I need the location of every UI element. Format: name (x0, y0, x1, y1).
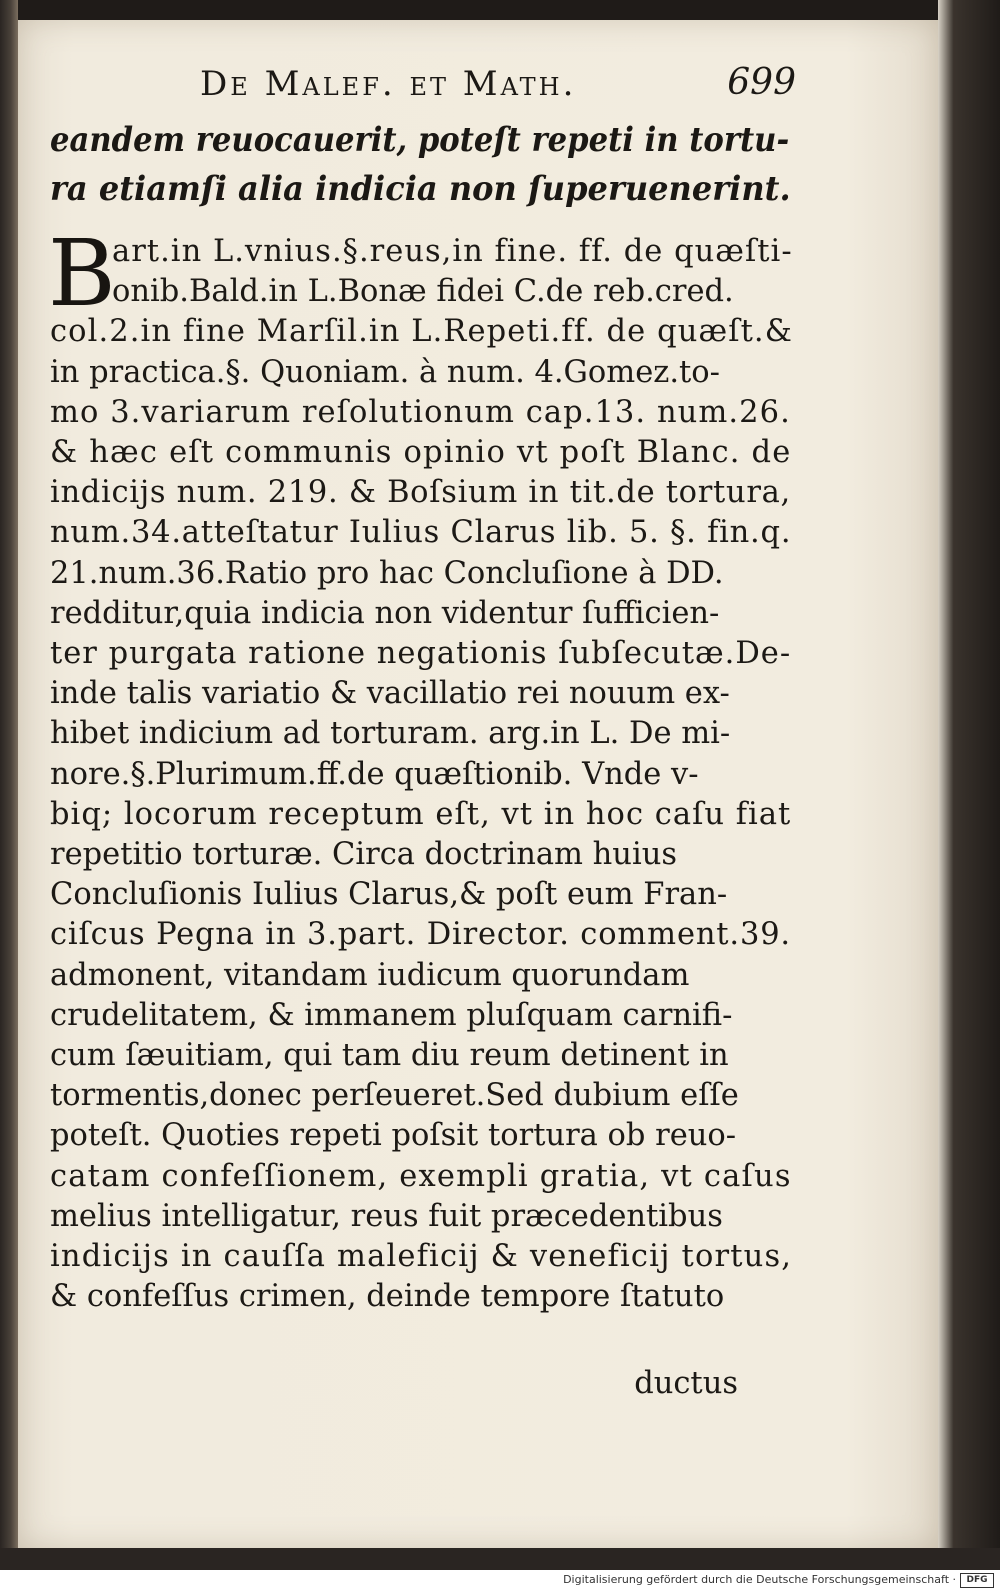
body-line: in practica.§. Quoniam. à num. 4.Gomez.to- (50, 354, 720, 390)
scan-border-top (0, 0, 1000, 20)
book-binding-edge (0, 0, 18, 1570)
body-line: crudelitatem, & immanem pluſquam carnifi- (50, 997, 733, 1033)
body-text (50, 232, 793, 1317)
body-line: nore.§.Plurimum.ff.de quæſtionib. Vnde v- (50, 756, 699, 792)
body-line: melius intelligatur, reus fuit præcedentibus (50, 1198, 723, 1234)
body-line: admonent, vitandam iudicum quorundam (50, 957, 690, 993)
page-header (178, 60, 796, 108)
body-line: inde talis variatio & vacillatio rei nouum ex- (50, 676, 730, 712)
running-head: De Malef. et Math. (200, 64, 577, 104)
digitization-footer (0, 1570, 1000, 1592)
body-line: cum ſæuitiam, qui tam diu reum detinent in (50, 1038, 729, 1074)
scan-border-bottom (0, 1548, 1000, 1570)
body-line: & hæc eſt communis opinio vt poſt Blanc. de (50, 435, 792, 471)
body-line: redditur,quia indicia non videntur ſufficien- (50, 595, 720, 631)
body-line: indicijs num. 219. & Boſsium in tit.de tortura, (50, 475, 791, 511)
body-line: hibet indicium ad torturam. arg.in L. De mi- (50, 716, 731, 752)
body-line: onib.Bald.in L.Bonæ fidei C.de reb.cred. (112, 274, 734, 310)
body-line: 21.num.36.Ratio pro hac Concluſione à DD. (50, 555, 724, 591)
body-line: & confeſſus crimen, deinde tempore ſtatuto (50, 1279, 725, 1315)
body-line: col.2.in fine Marſil.in L.Repeti.ff. de quæſt.& (50, 314, 793, 350)
page-number: 699 (727, 62, 796, 103)
scan-border-right (938, 0, 1000, 1570)
heading-line: ra etiamſi alia indicia non ſuperuenerint. (50, 169, 791, 209)
body-line: biq; locorum receptum eſt, vt in hoc caſu fiat (50, 796, 792, 832)
body-line: art.in L.vnius.§.reus,in fine. ff. de quæſti- (112, 234, 793, 269)
drop-cap-initial: B (48, 220, 116, 327)
body-line: poteſt. Quoties repeti poſsit tortura ob reuo- (50, 1118, 737, 1154)
body-line: mo 3.variarum reſolutionum cap.13. num.26. (50, 394, 791, 430)
funding-credit: Digitalisierung gefördert durch die Deutsche Forschungsgemeinschaft · (563, 1573, 956, 1586)
body-line: ter purgata ratione negationis ſubſecutæ.De- (50, 636, 792, 672)
body-line: tormentis,donec perſeueret.Sed dubium eſſe (50, 1078, 739, 1114)
conclusion-heading (50, 116, 790, 214)
catchword: ductus (634, 1366, 738, 1401)
body-line: indicijs in cauſſa maleficij & veneficij tortus, (50, 1239, 793, 1275)
body-line: num.34.atteſtatur Iulius Clarus lib. 5. §. fin.q. (50, 515, 792, 551)
body-line: Concluſionis Iulius Clarus,& poſt eum Fran- (50, 877, 728, 913)
body-line: ciſcus Pegna in 3.part. Director. comment.39. (50, 917, 791, 953)
book-page (18, 20, 938, 1548)
heading-line: eandem reuocauerit, poteſt repeti in tortu- (50, 120, 790, 160)
dfg-logo: DFG (960, 1573, 994, 1588)
body-line: catam confeſſionem, exempli gratia, vt caſus (50, 1158, 792, 1194)
body-line: repetitio torturæ. Circa doctrinam huius (50, 837, 677, 873)
